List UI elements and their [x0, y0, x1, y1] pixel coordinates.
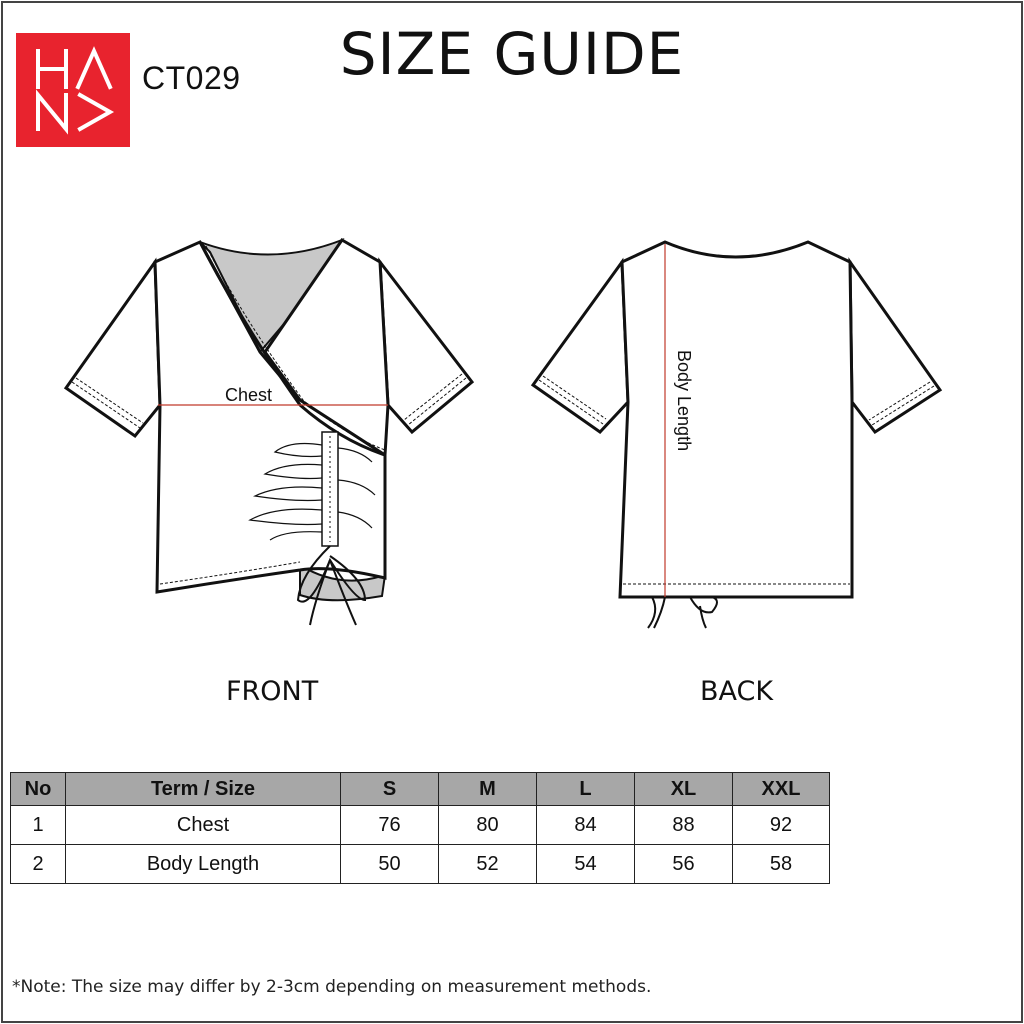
chest-measure-label: Chest — [225, 385, 273, 405]
garment-drawing — [0, 220, 1024, 640]
table-row — [11, 806, 830, 845]
measurement-note: *Note: The size may differ by 2-3cm depending on measurement methods. — [12, 977, 652, 997]
header-term-size: Term / Size — [66, 773, 341, 806]
back-view-label: BACK — [700, 676, 774, 707]
front-view-label: FRONT — [226, 676, 319, 707]
table-cell: 1 — [11, 806, 66, 845]
table-cell: 2 — [11, 845, 66, 884]
table-cell: 88 — [635, 806, 733, 845]
header-size-s: S — [341, 773, 439, 806]
table-cell: 80 — [439, 806, 537, 845]
table-header-row — [11, 773, 830, 806]
header-size-l: L — [537, 773, 635, 806]
page-title: SIZE GUIDE — [339, 20, 685, 88]
table-cell: 50 — [341, 845, 439, 884]
header-size-xxl: XXL — [733, 773, 830, 806]
table-cell: 84 — [537, 806, 635, 845]
header-size-xl: XL — [635, 773, 733, 806]
table-cell: Body Length — [66, 845, 341, 884]
header-no: No — [11, 773, 66, 806]
table-cell: 52 — [439, 845, 537, 884]
table-cell: 54 — [537, 845, 635, 884]
table-row — [11, 845, 830, 884]
product-code: CT029 — [142, 60, 241, 96]
body-length-measure-label: Body Length — [674, 350, 694, 452]
table-cell: 76 — [341, 806, 439, 845]
table-cell: 92 — [733, 806, 830, 845]
size-table — [10, 772, 830, 884]
table-cell: Chest — [66, 806, 341, 845]
table-cell: 58 — [733, 845, 830, 884]
header-size-m: M — [439, 773, 537, 806]
back-view — [533, 242, 940, 628]
table-cell: 56 — [635, 845, 733, 884]
front-view — [66, 240, 472, 625]
